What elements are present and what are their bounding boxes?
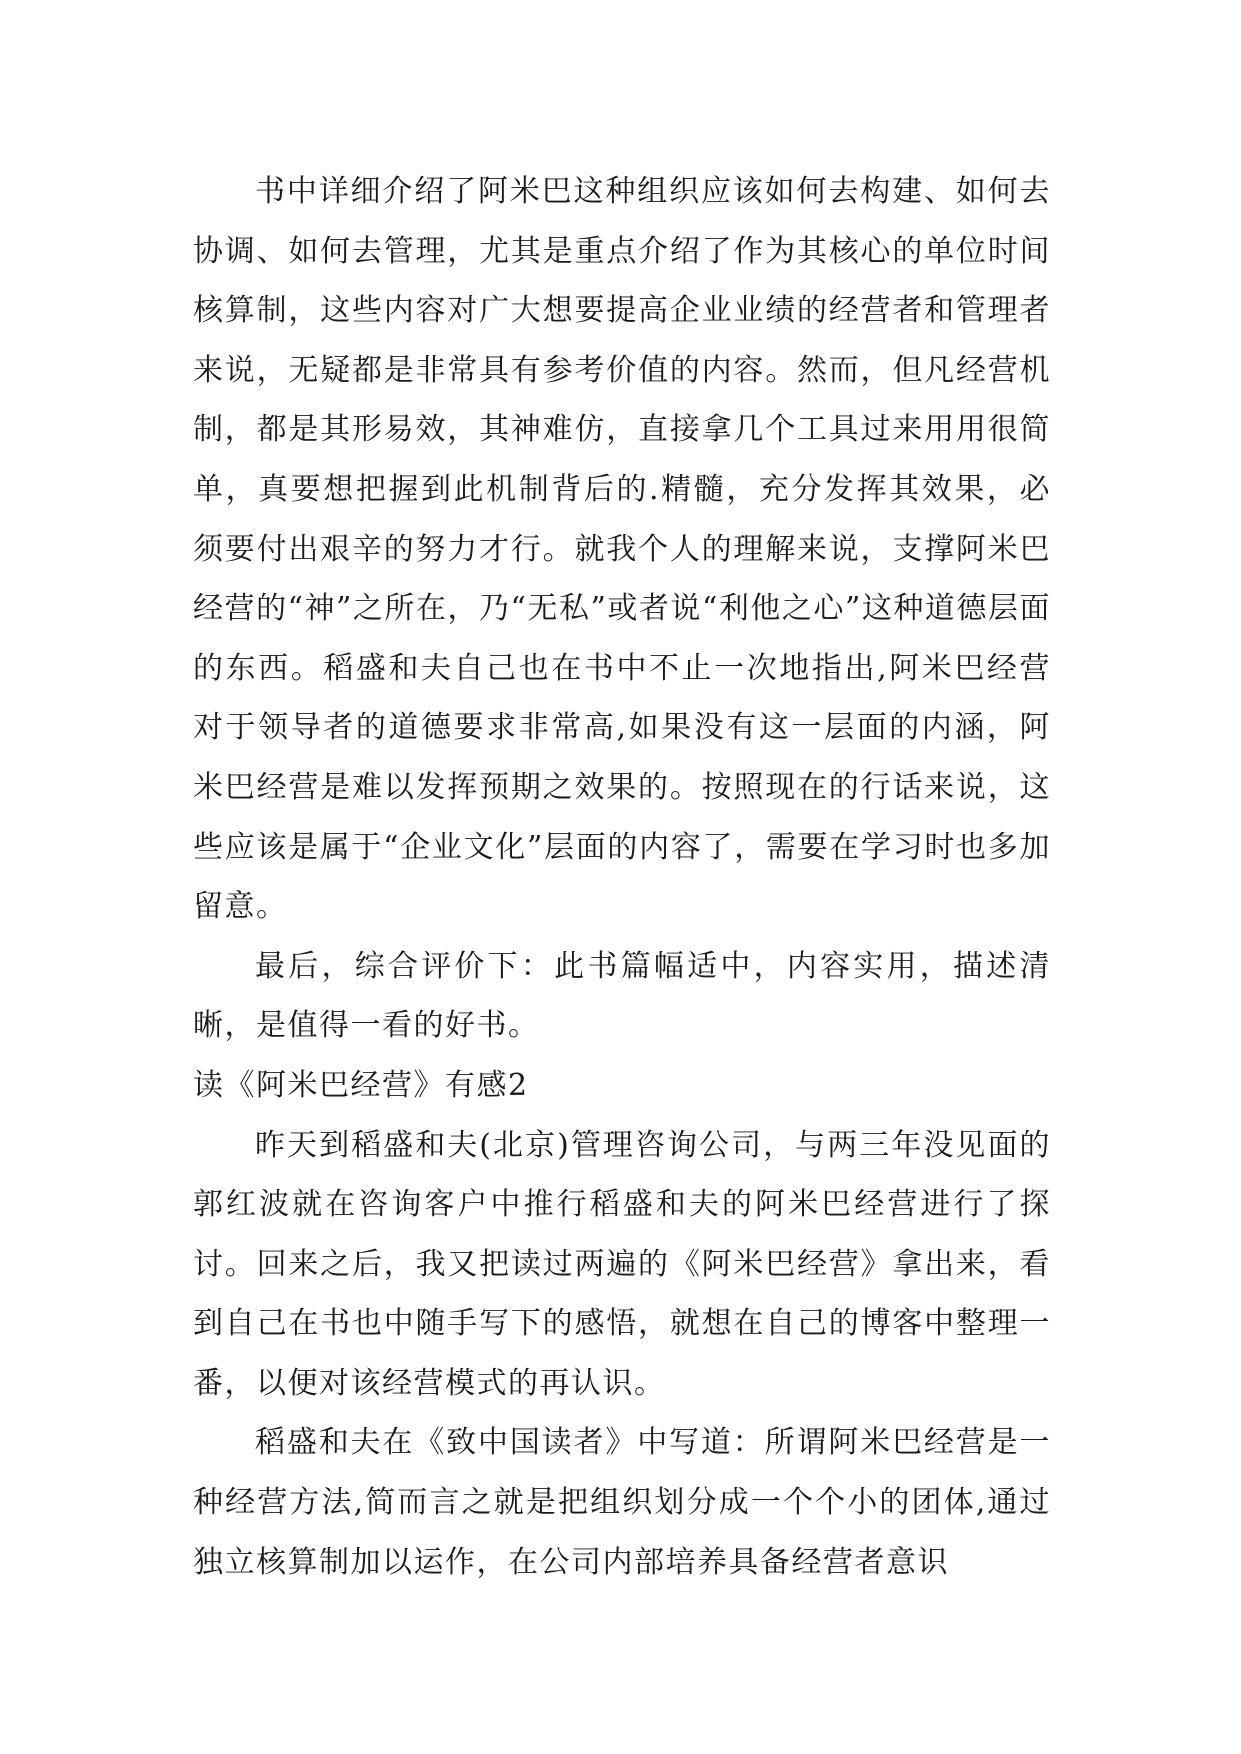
paragraph-amoeba-organization: 书中详细介绍了阿米巴这种组织应该如何去构建、如何去协调、如何去管理，尤其是重点介绍了作为其核心的单位时间核算制，这些内容对广大想要提高企业业绩的经营者和管理者来说，无疑都是非常具有参考价值的内容。然而，但凡经营机制，都是其形易效，其神难仿，直接拿几个工具过来用用很简单，真要想把握到此机制背后的.精髓，充分发挥其效果，必须要付出艰辛的努力才行。就我个人的理解来说，支撑阿米巴经营的“神”之所在，乃“无私”或者说“利他之心”这种道德层面的东西。稻盛和夫自己也在书中不止一次地指出,阿米巴经营对于领导者的道德要求非常高,如果没有这一层面的内涵，阿米巴经营是难以发挥预期之效果的。按照现在的行话来说，这些应该是属于“企业文化”层面的内容了，需要在学习时也多加留意。: [193, 174, 1051, 925]
paragraph-overall-evaluation: 最后，综合评价下：此书篇幅适中，内容实用，描述清晰，是值得一看的好书。: [193, 948, 1051, 1044]
section-heading: 读《阿米巴经营》有感2: [193, 1067, 529, 1103]
paragraph-visit-discussion: 昨天到稻盛和夫(北京)管理咨询公司，与两三年没见面的郭红波就在咨询客户中推行稻盛和夫的阿米巴经营进行了探讨。回来之后，我又把读过两遍的《阿米巴经营》拿出来，看到自己在书也中随手写下的感悟，就想在自己的博客中整理一番，以便对该经营模式的再认识。: [193, 1127, 1051, 1401]
document-body: [193, 162, 1051, 1592]
paragraph-letter-to-readers: 稻盛和夫在《致中国读者》中写道：所谓阿米巴经营是一种经营方法,简而言之就是把组织划分成一个个小的团体,通过独立核算制加以运作，在公司内部培养具备经营者意识: [193, 1425, 1051, 1580]
